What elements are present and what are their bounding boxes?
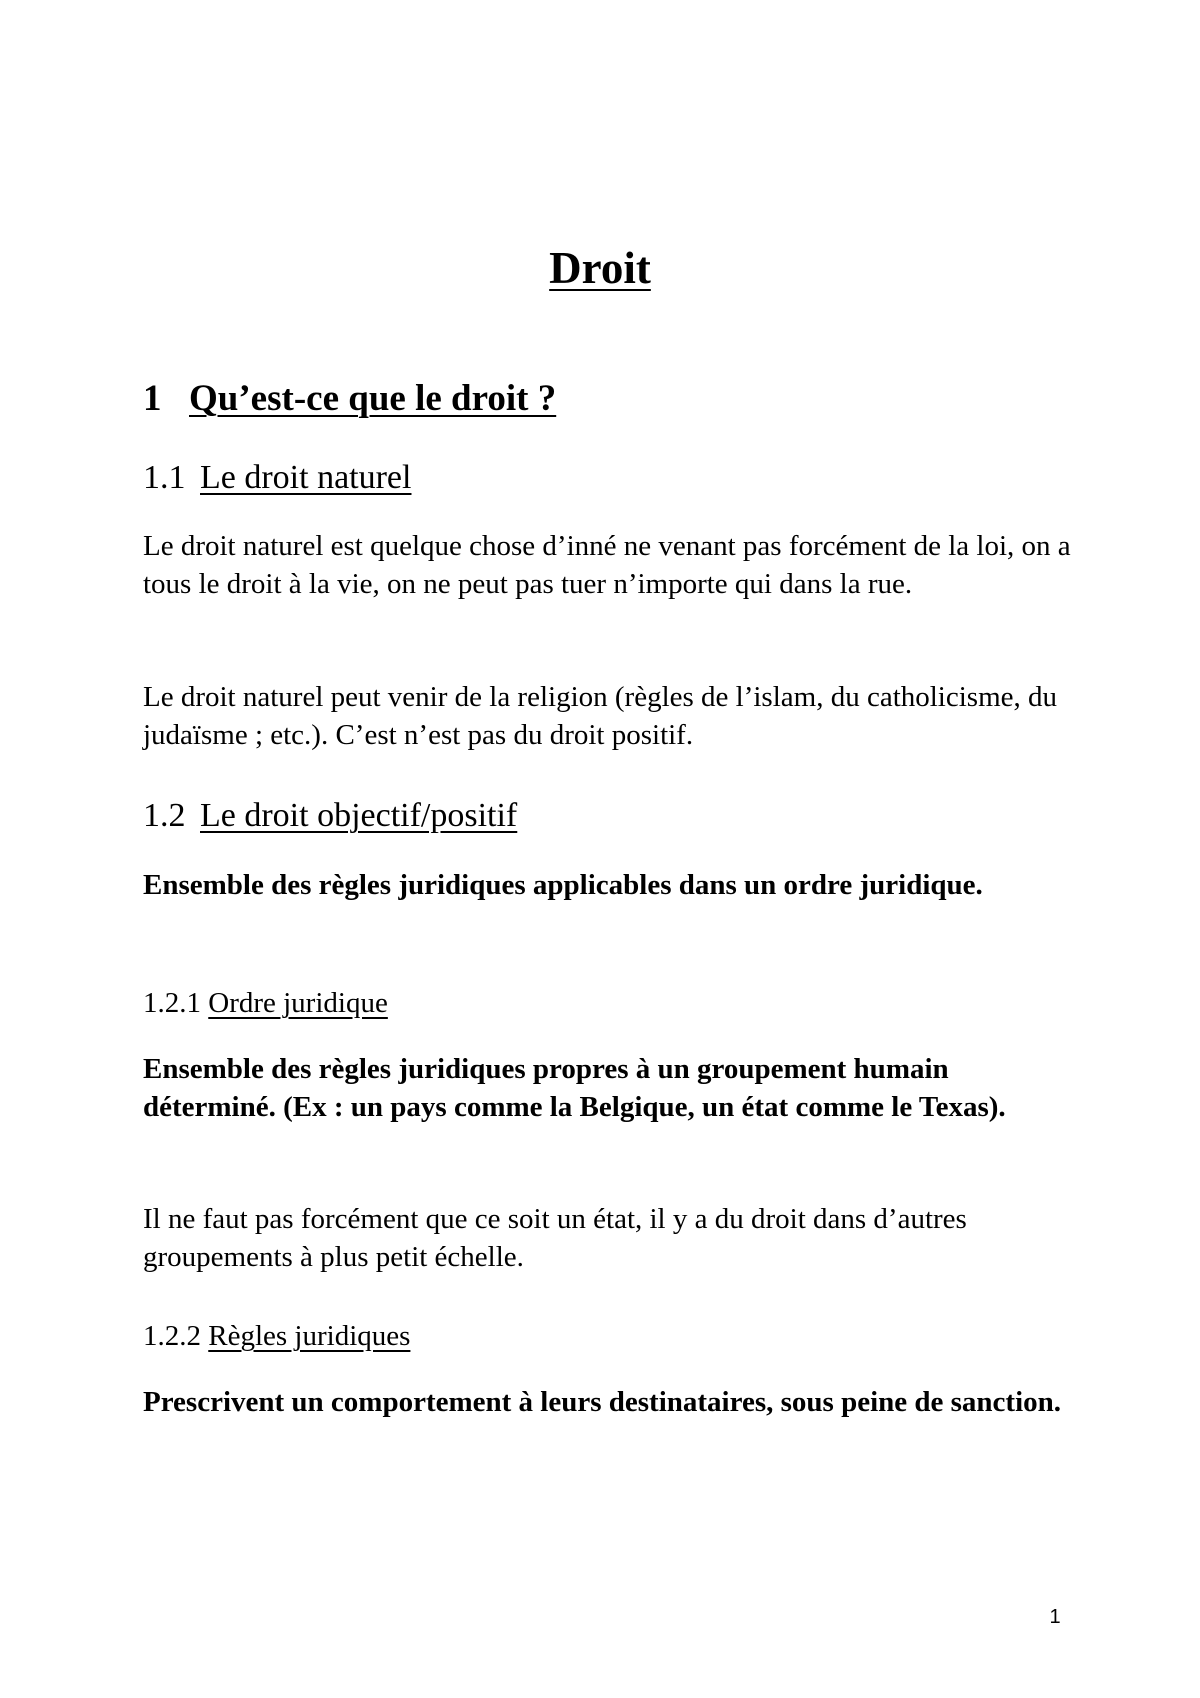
section-1-2-number: 1.2 <box>143 797 186 834</box>
section-1-1-number: 1.1 <box>143 459 186 496</box>
section-1-heading <box>143 377 1083 421</box>
section-1-2-2-number: 1.2.2 <box>143 1320 201 1352</box>
page-number: 1 <box>1049 1606 1061 1628</box>
document-title-text: Droit <box>549 243 651 293</box>
section-1-2-1-paragraph: Il ne faut pas forcément que ce soit un état, il y a du droit dans d’autres groupements à plus petit échelle. <box>143 1203 967 1273</box>
section-1-2-1-number: 1.2.1 <box>143 987 201 1019</box>
section-1-1-heading <box>143 458 1083 498</box>
section-1-2-1-title: Ordre juridique <box>208 987 388 1019</box>
section-1-2-definition: Ensemble des règles juridiques applicables dans un ordre juridique. <box>143 869 983 901</box>
section-1-title: Qu’est-ce que le droit ? <box>189 378 557 419</box>
section-1-2-2-heading <box>143 1318 1083 1354</box>
section-1-2-1-heading <box>143 985 1083 1021</box>
section-1-1-paragraph-1: Le droit naturel est quelque chose d’inné ne venant pas forcément de la loi, on a tous le droit à la vie, on ne peut pas tuer n’importe qui dans la rue. <box>143 530 1071 600</box>
document-title <box>0 243 1200 293</box>
section-1-2-2-title: Règles juridiques <box>208 1320 411 1352</box>
section-1-1-title: Le droit naturel <box>200 459 412 496</box>
section-1-2-title: Le droit objectif/positif <box>200 797 518 834</box>
section-1-number: 1 <box>143 378 162 419</box>
section-1-2-1-definition: Ensemble des règles juridiques propres à un groupement humain déterminé. (Ex : un pays comme la Belgique, un état comme le Texas). <box>143 1053 1006 1123</box>
section-1-2-heading <box>143 796 1083 836</box>
section-1-2-2-definition: Prescrivent un comportement à leurs destinataires, sous peine de sanction. <box>143 1386 1062 1418</box>
section-1-1-paragraph-2: Le droit naturel peut venir de la religion (règles de l’islam, du catholicisme, du judaïsme ; etc.). C’est n’est pas du droit positif. <box>143 681 1058 751</box>
